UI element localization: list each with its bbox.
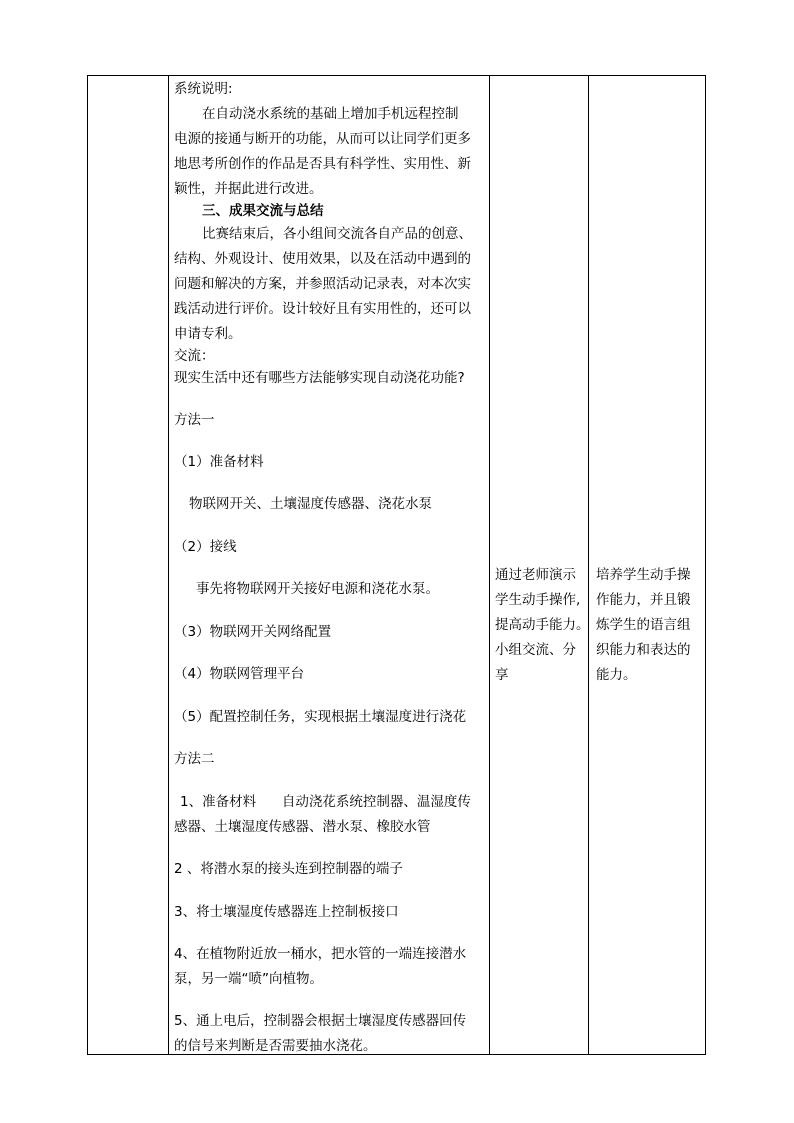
method-one-title: 方法一 bbox=[174, 412, 215, 428]
lesson-table bbox=[87, 75, 706, 1055]
design-intent-line: 培养学生动手操 bbox=[596, 567, 691, 583]
method-two-step: 1、准备材料 自动浇花系统控制器、温湿度传 bbox=[180, 794, 471, 810]
design-intent-line: 能力。 bbox=[596, 667, 637, 683]
summary-line: 比赛结束后，各小组间交流各自产品的创意、 bbox=[202, 226, 472, 242]
summary-line: 申请专利。 bbox=[174, 326, 242, 342]
system-description-line: 电源的接通与断开的功能，从而可以让同学们更多 bbox=[174, 131, 471, 147]
student-activity-line: 提高动手能力。 bbox=[495, 617, 590, 633]
method-one-step-detail: 事先将物联网开关接好电源和浇花水泵。 bbox=[196, 581, 439, 597]
student-activity-line: 享 bbox=[495, 667, 509, 683]
design-intent-cell bbox=[596, 563, 691, 688]
method-one-step: （1）准备材料 bbox=[174, 454, 264, 470]
method-two-step: 2 、将潜水泵的接头连到控制器的端子 bbox=[174, 861, 403, 877]
summary-line: 结构、外观设计、使用效果，以及在活动中遇到的 bbox=[174, 251, 471, 267]
method-one-step: （2）接线 bbox=[174, 539, 237, 555]
design-intent-line: 作能力，并且锻 bbox=[596, 592, 691, 608]
method-two-step: 泵，另一端“喷”向植物。 bbox=[174, 971, 323, 987]
summary-line: 践活动进行评价。设计较好且有实用性的，还可以 bbox=[174, 301, 471, 317]
student-activity-line: 小组交流、分 bbox=[495, 642, 576, 658]
section-heading: 三、成果交流与总结 bbox=[202, 203, 324, 219]
design-intent-line: 炼学生的语言组 bbox=[596, 617, 691, 633]
method-two-step: 的信号来判断是否需要抽水浇花。 bbox=[174, 1038, 377, 1054]
method-two-step: 感器、土壤湿度传感器、潜水泵、橡胶水管 bbox=[174, 819, 431, 835]
summary-line: 问题和解决的方案，并参照活动记录表，对本次实 bbox=[174, 276, 471, 292]
system-description-line: 地思考所创作的作品是否具有科学性、实用性、新 bbox=[174, 156, 471, 172]
column-divider-2 bbox=[489, 76, 490, 1054]
exchange-question: 现实生活中还有哪些方法能够实现自动浇花功能? bbox=[174, 370, 465, 386]
method-one-step: （5）配置控制任务，实现根据土壤湿度进行浇花 bbox=[174, 709, 467, 725]
design-intent-line: 织能力和表达的 bbox=[596, 642, 691, 658]
method-two-step: 5、通上电后，控制器会根据士壤湿度传感器回传 bbox=[174, 1013, 467, 1029]
system-description-line: 在自动浇水系统的基础上增加手机远程控制 bbox=[202, 106, 459, 122]
method-one-step: （3）物联网开关网络配置 bbox=[174, 624, 332, 640]
method-one-step: （4）物联网管理平台 bbox=[174, 666, 305, 682]
student-activity-line: 学生动手操作, bbox=[495, 592, 581, 608]
system-description-label: 系统说明: bbox=[174, 81, 233, 97]
system-description-line: 颖性，并据此进行改进。 bbox=[174, 181, 323, 197]
method-two-step: 3、将士壤湿度传感器连上控制板接口 bbox=[174, 904, 399, 920]
method-two-step: 4、在植物附近放一桶水，把水管的一端连接潜水 bbox=[174, 946, 467, 962]
column-divider-1 bbox=[168, 76, 169, 1054]
exchange-label: 交流： bbox=[174, 348, 215, 364]
student-activity-line: 通过老师演示 bbox=[495, 567, 576, 583]
method-one-step-detail: 物联网开关、土壤湿度传感器、浇花水泵 bbox=[189, 496, 432, 512]
method-two-title: 方法二 bbox=[174, 751, 215, 767]
student-activity-cell bbox=[495, 563, 590, 688]
